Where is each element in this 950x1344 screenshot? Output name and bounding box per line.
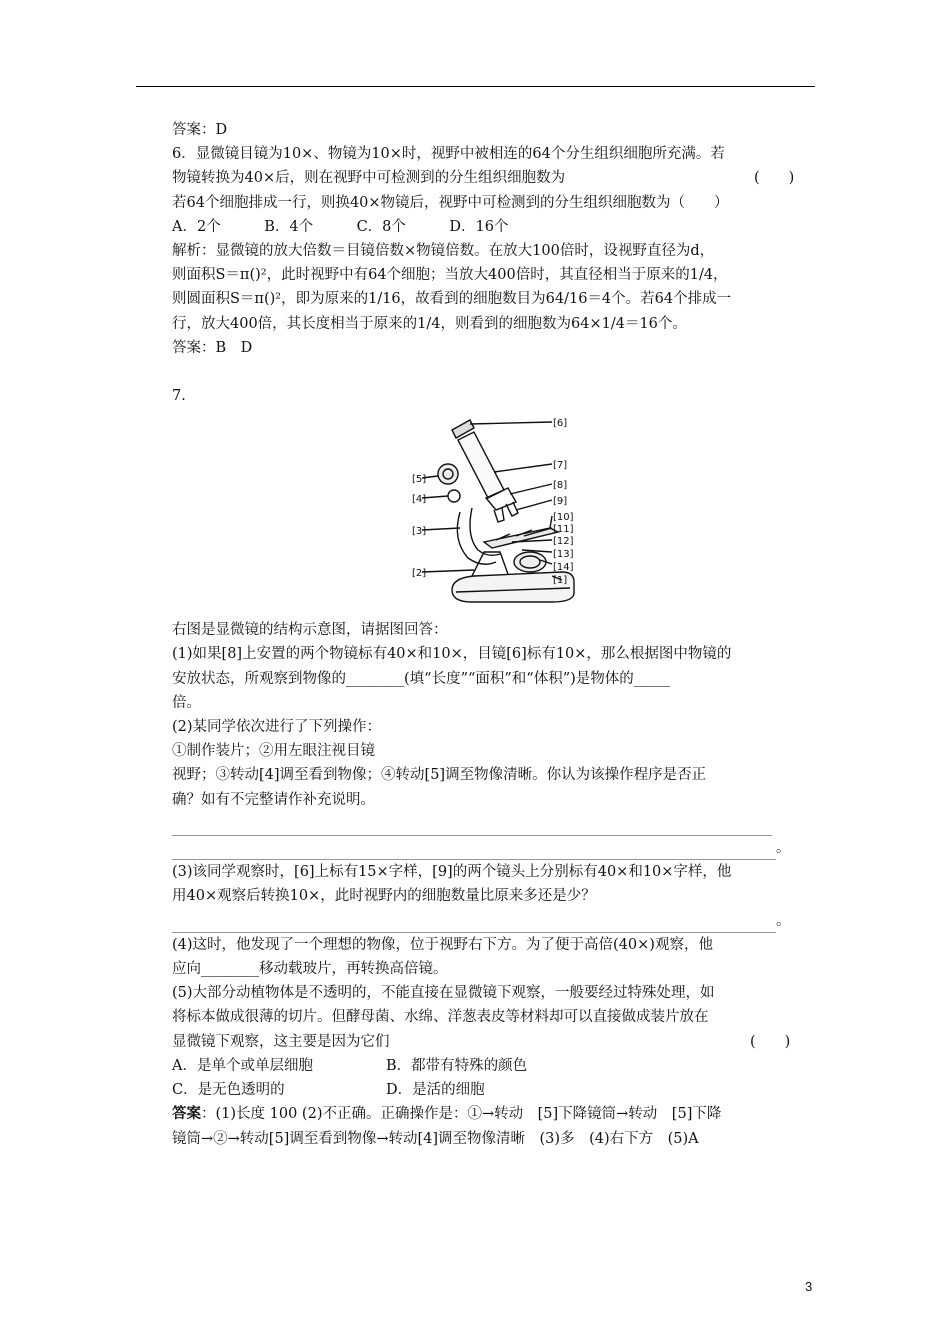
q7-p2-b: ①制作装片；②用左眼注视目镜 — [172, 743, 375, 760]
q7-p1-b: 安放状态，所观察到物像的________(填“长度”“面积”和“体积”)是物体的_____ — [172, 670, 671, 687]
label-11: [11] — [553, 524, 574, 536]
prev-answer: 答案：D — [172, 122, 228, 138]
q6-analysis-4: 行，放大400倍，其长度相当于原来的1/4，则看到的细胞数为64×1/4＝16个。 — [172, 315, 687, 332]
page-content — [172, 118, 820, 1151]
q6-line2 — [172, 166, 820, 190]
label-8: [8] — [553, 480, 568, 492]
q6-analysis-1: 解析：显微镜的放大倍数＝目镜倍数×物镜倍数。在放大100倍时，设视野直径为d， — [172, 243, 715, 260]
q6-analysis-3: 则圆面积S＝π()²，即为原来的1/16，故看到的细胞数目为64/16＝4个。若64个排成一 — [172, 291, 732, 308]
q7-options-row2 — [172, 1078, 820, 1102]
line-period: 。 — [776, 840, 791, 857]
q6-options: A．2个 B．4个 C．8个 D．16个 — [172, 218, 509, 235]
option-c: C．是无色透明的 — [172, 1082, 285, 1099]
blank-line[interactable] — [172, 819, 772, 836]
q7-p5-c-text: 显微镜下观察，这主要是因为它们 — [172, 1033, 390, 1050]
microscope-diagram — [412, 412, 582, 608]
label-13: [13] — [553, 549, 574, 561]
q7-p5-c — [172, 1030, 820, 1054]
label-2: [2] — [412, 568, 427, 580]
header-rule — [136, 86, 815, 87]
label-1: [1] — [553, 575, 568, 587]
label-7: [7] — [553, 460, 568, 472]
blank-line[interactable] — [172, 916, 776, 933]
option-a: A．是单个或单层细胞 — [172, 1057, 313, 1074]
q6-line1: 6．显微镜目镜为10×、物镜为10×时，视野中被相连的64个分生组织细胞所充满。若 — [172, 146, 725, 163]
q7-p3-b: 用40×观察后转换10×，此时视野内的细胞数量比原来多还是少？ — [172, 888, 596, 905]
q7-answer-2: 镜筒→②→转动[5]调至看到物像→转动[4]调至物像清晰 (3)多 (4)右下方 (5)A — [172, 1130, 699, 1147]
answer-label: 答案 — [172, 1105, 201, 1123]
q7-p2-c: 视野；③转动[4]调至看到物像；④转动[5]调至物像清晰。你认为该操作程序是否正 — [172, 767, 707, 784]
answer-text-1: ：(1)长度 100 (2)不正确。正确操作是：①→转动 [5]下降镜筒→转动 [5]下降 — [201, 1106, 722, 1123]
label-14: [14] — [553, 562, 574, 574]
q7-p1-c: 倍。 — [172, 694, 201, 711]
label-10: [10] — [553, 512, 574, 524]
q7-number: 7. — [172, 388, 186, 405]
q7-answer-1 — [172, 1102, 820, 1126]
q6-line3: 若64个细胞排成一行，则换40×物镜后，视野中可检测到的分生组织细胞数为（ ） — [172, 194, 729, 211]
microscope-figure — [172, 412, 820, 612]
answer-line-3 — [172, 909, 820, 933]
label-9: [9] — [553, 496, 568, 508]
blank-line[interactable] — [172, 843, 776, 860]
q6-line2-text: 物镜转换为40×后，则在视野中可检测到的分生组织细胞数为 — [172, 170, 566, 187]
answer-line-1 — [172, 812, 820, 836]
q7-p5-a: (5)大部分动植物体是不透明的，不能直接在显微镜下观察，一般要经过特殊处理，如 — [172, 985, 715, 1002]
label-6: [6] — [553, 418, 568, 430]
q6-analysis-2: 则面积S＝π()²，此时视野中有64个细胞；当放大400倍时，其直径相当于原来的1/4， — [172, 267, 728, 284]
option-d: D．是活的细胞 — [386, 1082, 485, 1099]
q7-p2-d: 确？如有不完整请作补充说明。 — [172, 791, 375, 808]
q7-p2-a: (2)某同学依次进行了下列操作： — [172, 719, 382, 736]
label-12: [12] — [553, 536, 574, 548]
q7-p1-a: (1)如果[8]上安置的两个物镜标有40×和10×，目镜[6]标有10×，那么根据图中物镜的 — [172, 646, 732, 663]
page-number: 3 — [805, 1279, 813, 1294]
q7-p4-b: 应向________移动载玻片，再转换高倍镜。 — [172, 961, 448, 978]
q7-options-row1 — [172, 1054, 820, 1078]
q7-p3-a: (3)该同学观察时，[6]上标有15×字样，[9]的两个镜头上分别标有40×和10×字样，他 — [172, 864, 732, 881]
label-3: [3] — [412, 526, 427, 538]
q6-paren: ( ) — [754, 170, 795, 187]
label-4: [4] — [412, 494, 427, 506]
line-period: 。 — [776, 912, 791, 929]
label-5: [5] — [412, 474, 427, 486]
option-b: B．都带有特殊的颜色 — [386, 1057, 528, 1074]
q7-p5-b: 将标本做成很薄的切片。但酵母菌、水绵、洋葱表皮等材料却可以直接做成装片放在 — [172, 1009, 709, 1026]
q7-p4-a: (4)这时，他发现了一个理想的物像，位于视野右下方。为了便于高倍(40×)观察，他 — [172, 936, 713, 953]
answer-line-2 — [172, 836, 820, 860]
q7-p5-paren: ( ) — [750, 1033, 791, 1050]
q6-answer: 答案：B D — [172, 339, 253, 356]
q7-intro: 右图是显微镜的结构示意图，请据图回答： — [172, 622, 448, 639]
